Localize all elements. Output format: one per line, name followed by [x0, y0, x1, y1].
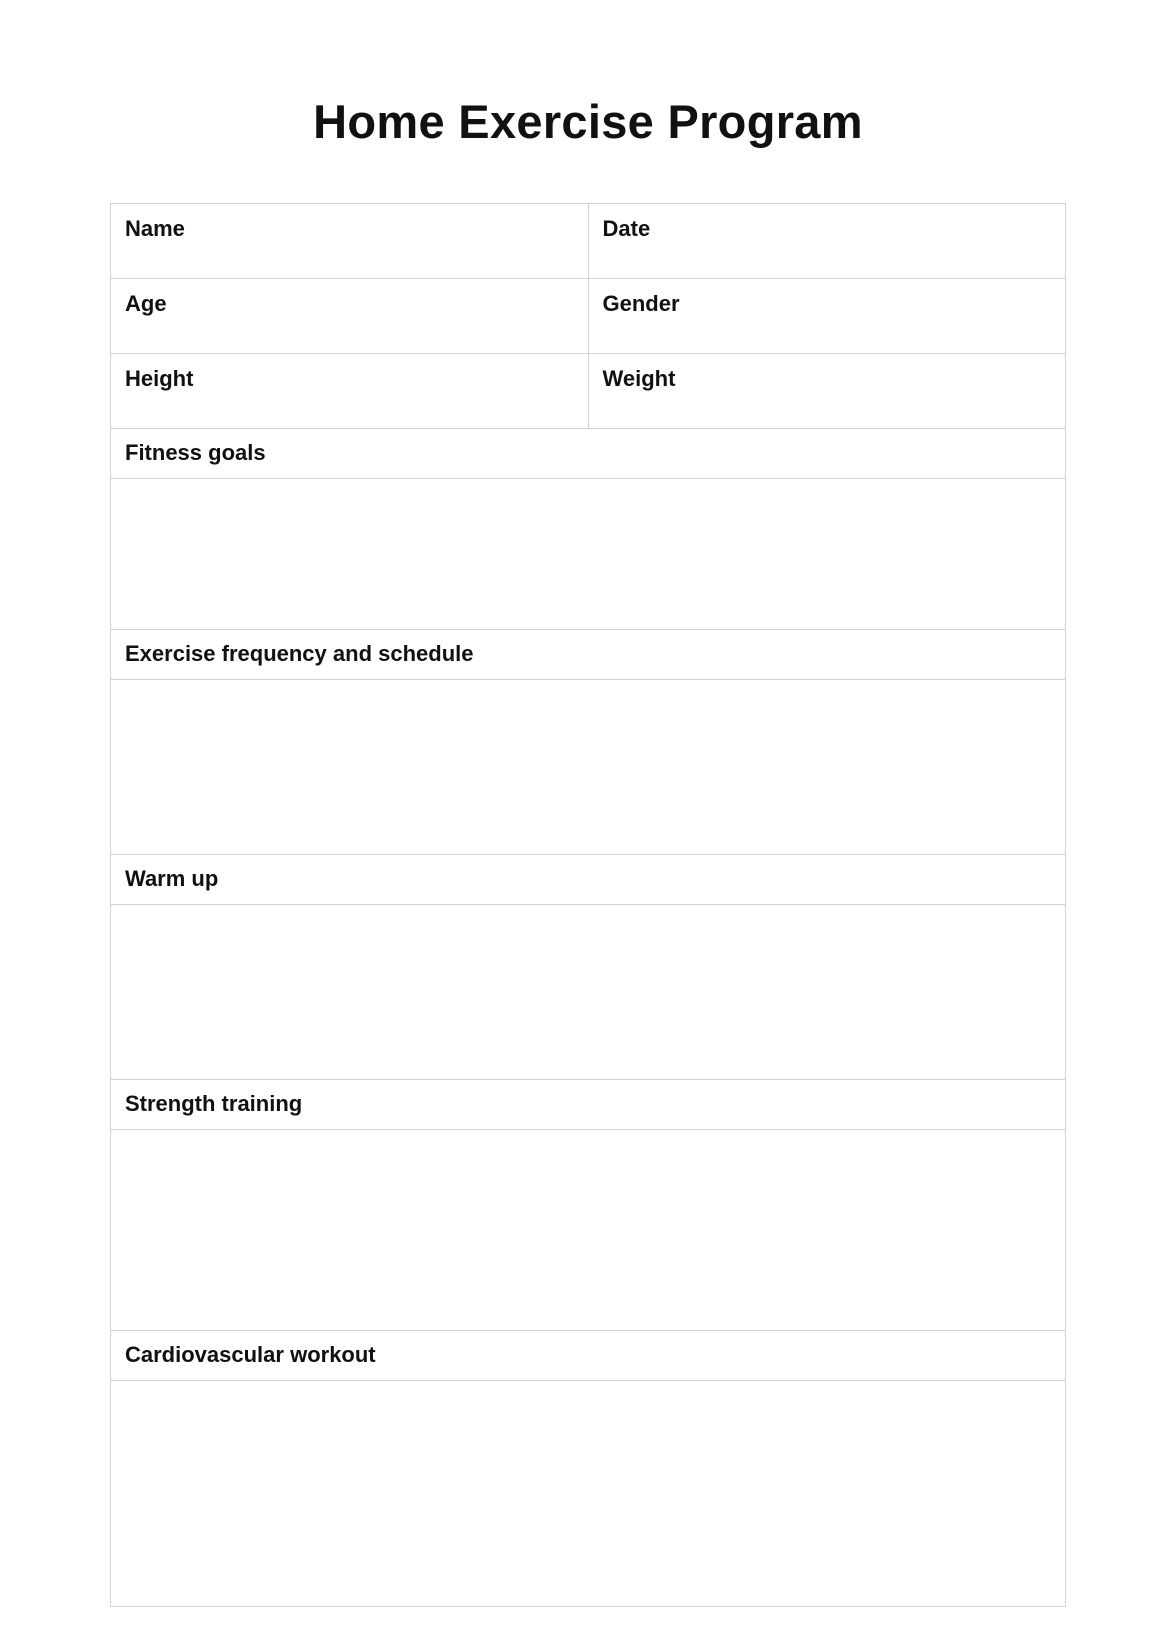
exercise-schedule-header: Exercise frequency and schedule [111, 630, 1065, 680]
strength-training-input[interactable] [111, 1130, 1065, 1331]
weight-field[interactable] [589, 354, 1066, 428]
warm-up-header: Warm up [111, 855, 1065, 905]
date-field[interactable] [589, 204, 1066, 278]
info-row-height-weight [111, 354, 1065, 429]
page-title: Home Exercise Program [313, 95, 863, 148]
exercise-schedule-input[interactable] [111, 680, 1065, 855]
name-field[interactable] [111, 204, 589, 278]
gender-field[interactable] [589, 279, 1066, 353]
cardio-workout-input[interactable] [111, 1381, 1065, 1607]
info-row-age-gender [111, 279, 1065, 354]
weight-label: Weight [602, 366, 676, 391]
fitness-goals-input[interactable] [111, 479, 1065, 630]
height-label: Height [125, 366, 194, 391]
cardio-workout-header: Cardiovascular workout [111, 1331, 1065, 1381]
fitness-goals-header: Fitness goals [111, 429, 1065, 479]
date-label: Date [602, 216, 651, 241]
age-field[interactable] [111, 279, 589, 353]
info-row-name-date [111, 204, 1065, 279]
warm-up-input[interactable] [111, 905, 1065, 1080]
exercise-program-form [110, 203, 1066, 1607]
height-field[interactable] [111, 354, 589, 428]
name-label: Name [125, 216, 185, 241]
gender-label: Gender [602, 291, 680, 316]
age-label: Age [125, 291, 167, 316]
strength-training-header: Strength training [111, 1080, 1065, 1130]
